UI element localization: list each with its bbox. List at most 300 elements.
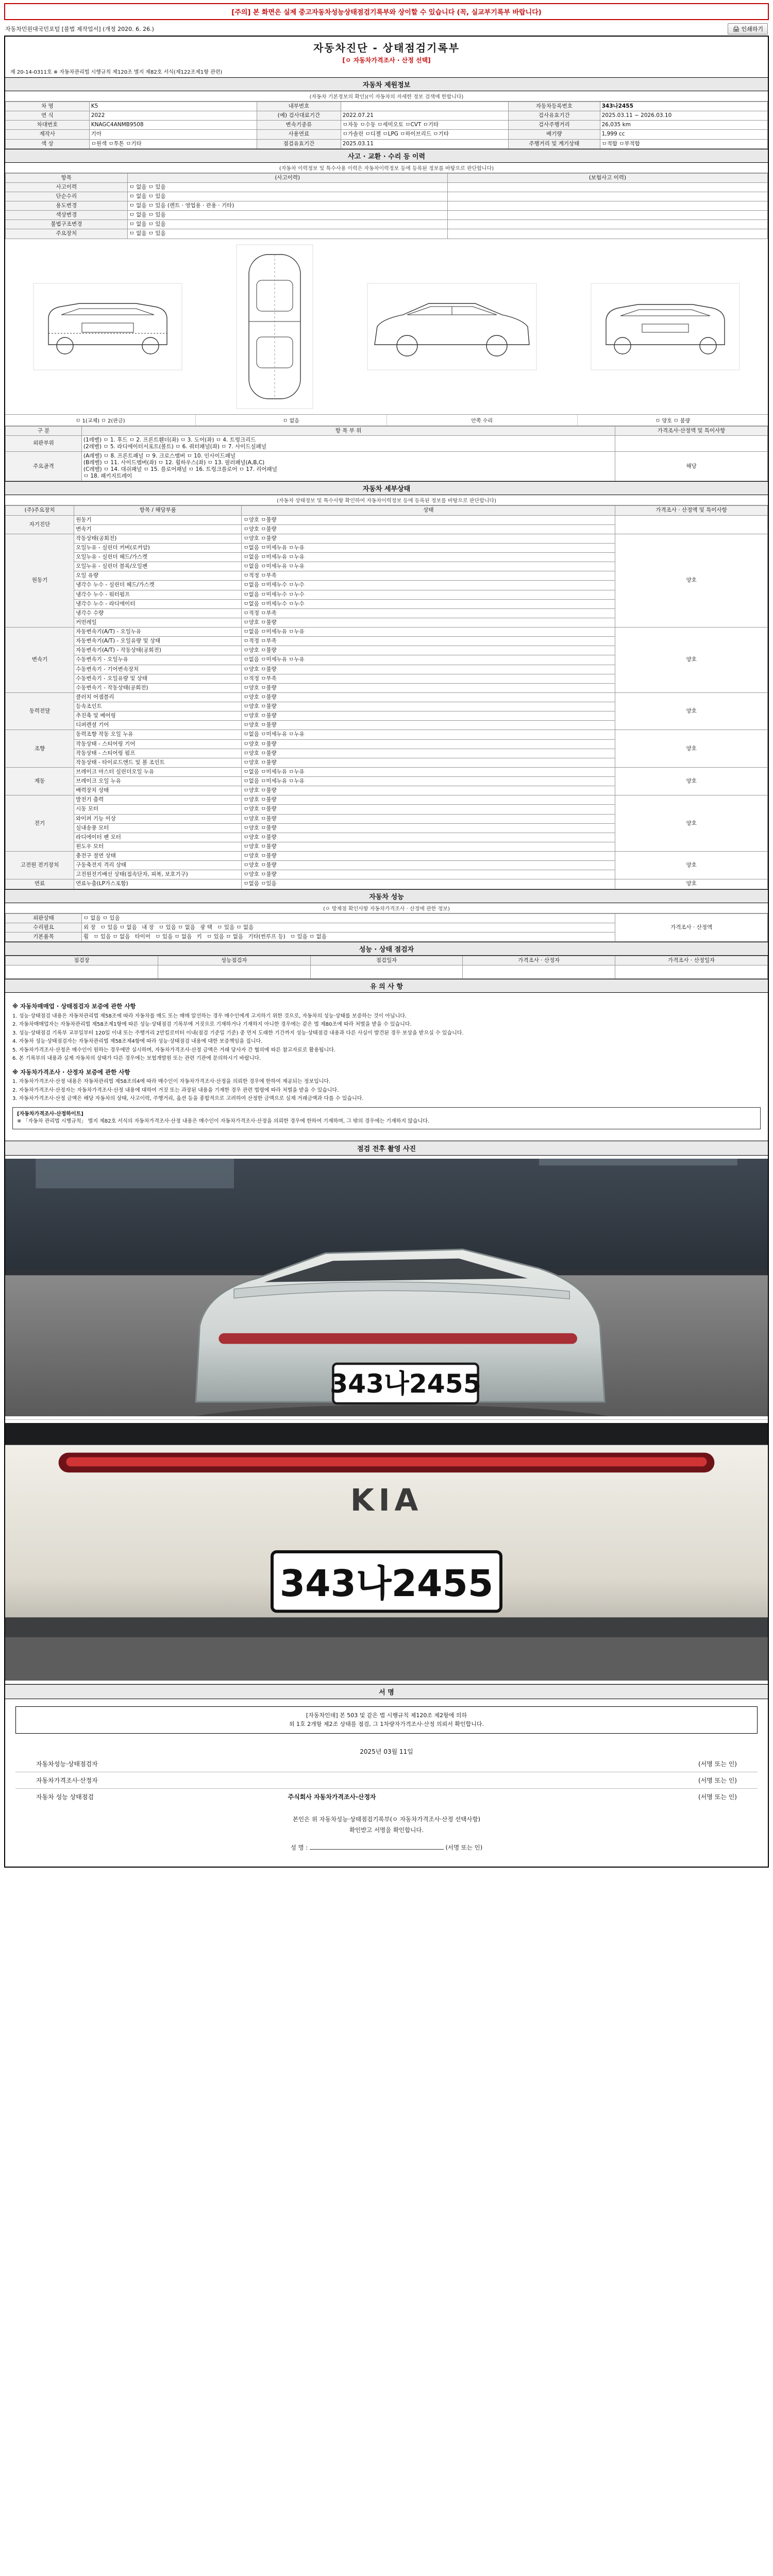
- brand-logo: KIA: [350, 1482, 423, 1518]
- perf-row-0-value: ㅁ 없음 ㅁ 있음: [81, 913, 615, 923]
- insp-g2-r6-item: 수동변속기 - 작동상태(공회전): [74, 683, 242, 692]
- insp-g1-r0-item: 작동상태(공회전): [74, 534, 242, 543]
- disp-label: 배기량: [509, 130, 600, 139]
- signature-row: [15, 1789, 758, 1805]
- signature-area: [5, 1699, 768, 1867]
- perf-detail-glass: 광 택: [200, 924, 212, 930]
- table-row: [6, 965, 768, 979]
- history-item-5-label: 주요장치: [6, 229, 128, 239]
- perf-detail-key: 키: [196, 933, 202, 940]
- signature-row-0-label: 자동차성능·상태점검자: [36, 1760, 98, 1768]
- terms-heading-2: ※ 자동차가격조사 · 산정자 보증에 관한 사항: [12, 1068, 130, 1076]
- terms-box: [12, 1107, 761, 1129]
- insp-g3-r0-opts: ㅁ양호 ㅁ불량: [242, 692, 615, 702]
- perf-detail-front-opts: ㅁ 있음 ㅁ 없음: [100, 924, 137, 930]
- history-item-0-value: ㅁ 없음 ㅁ 있음: [127, 182, 447, 192]
- legend-item-0: ㅁ 1(교체) ㅁ 2(판금): [5, 415, 196, 426]
- insp-g7-r0-item: 충전구 절연 상태: [74, 852, 242, 861]
- insp-g2-r3-opts: ㅁ없음 ㅁ미세누유 ㅁ누유: [242, 655, 615, 665]
- insp-g2-r4-opts: ㅁ양호 ㅁ불량: [242, 665, 615, 674]
- inspection-record: [4, 36, 769, 1868]
- frame-main-note: 해당: [615, 451, 768, 481]
- history-item-2-label: 용도변경: [6, 201, 128, 211]
- table-row: [6, 211, 768, 220]
- insp-g1-r6-item: 냉각수 누수 - 워터펌프: [74, 590, 242, 599]
- terms-box-title: [자동차가격조사·산정하이트]: [17, 1111, 83, 1117]
- inspector-val-4: [615, 965, 768, 979]
- insp-g1-r2-opts: ㅁ없음 ㅁ미세누유 ㅁ누유: [242, 553, 615, 562]
- inspector-val-3: [463, 965, 615, 979]
- insp-group-1-name: 원동기: [6, 534, 74, 627]
- insp-g2-r3-item: 수동변속기 - 오일누유: [74, 655, 242, 665]
- frame-outer-label: 외판부위: [6, 435, 82, 451]
- insp-g4-r1-item: 작동상태 - 스티어링 기어: [74, 739, 242, 749]
- photo-front-wrap: [5, 1156, 768, 1420]
- signature-note-line1: [자동차인데] 본 503 및 같은 법 시행규칙 제120조 제2항에 의하: [306, 1711, 467, 1719]
- inspector-val-0: [6, 965, 158, 979]
- insp-g1-r3-opts: ㅁ없음 ㅁ미세누유 ㅁ누유: [242, 562, 615, 571]
- history-item-2-note: [447, 201, 767, 211]
- year-label: 연 식: [6, 111, 90, 121]
- table-row: [6, 852, 768, 861]
- dist-label: 검사주행거리: [509, 121, 600, 130]
- top-notice: [주의] 본 화면은 실제 중고자동차성능상태점검기록부와 상이할 수 있습니다 (꼭, 실교부기록부 바랍니다): [4, 3, 769, 20]
- insp-group-4-note: 양호: [615, 730, 768, 768]
- insp-g7-r2-item: 고전원전기배선 상태(접속단자, 피복, 보호기구): [74, 870, 242, 879]
- car-diagram-rear: [591, 283, 740, 370]
- maker-value: 기아: [89, 130, 257, 139]
- section-performance-sub: (ㅇ 방제점 확인사항 자동차가격조사 · 산정에 관한 정보): [5, 903, 768, 913]
- perf-row-1-value: [81, 923, 615, 932]
- page-title: 자동차진단 - 상태점검기록부: [313, 42, 460, 54]
- inspector-col-4: 가격조사 · 산정일자: [615, 956, 768, 965]
- insp-col-0: (주)주요장치: [6, 506, 74, 515]
- car-name-value: K5: [89, 102, 257, 111]
- reg-no-label: 자동차등록번호: [509, 102, 600, 111]
- table-row: [6, 130, 768, 139]
- insp-g4-r0-opts: ㅁ없음 ㅁ미세누유 ㅁ누유: [242, 730, 615, 739]
- signature-note-line2: 외 1호 2개항 제2조 상태를 점검, 그 1차량자가격조사·산정 의뢰서 확인합니다.: [289, 1721, 484, 1728]
- table-row: [6, 767, 768, 776]
- insp-g8-r0-opts: ㅁ없음 ㅁ있음: [242, 879, 615, 889]
- signature-final-seal: (서명 또는 인): [445, 1844, 483, 1852]
- insp-g1-r9-item: 커먼레일: [74, 618, 242, 627]
- insp-g2-r1-opts: ㅁ적정 ㅁ부족: [242, 637, 615, 646]
- table-row: [6, 220, 768, 229]
- table-row: [6, 451, 768, 481]
- table-row: [6, 111, 768, 121]
- insp-group-2-name: 변속기: [6, 628, 74, 693]
- history-item-1-value: ㅁ 없음 ㅁ 있음: [127, 192, 447, 201]
- insp-g6-r0-item: 발전기 출력: [74, 795, 242, 805]
- odo-grade-label: 주행거리 및 계기상태: [509, 139, 600, 148]
- perf-detail-wheel-opts: ㅁ 있음 ㅁ 없음: [93, 933, 130, 940]
- frame-col-1: 항 목 부 위: [81, 426, 615, 435]
- perf-detail-inner-opts: ㅁ 있음 ㅁ 없음: [159, 924, 195, 930]
- insp-group-4-name: 조향: [6, 730, 74, 768]
- insp-g4-r2-opts: ㅁ양호 ㅁ불량: [242, 749, 615, 758]
- color-value: ㅁ원색 ㅁ투톤 ㅁ기타: [89, 139, 257, 148]
- insp-g2-r6-opts: ㅁ양호 ㅁ불량: [242, 683, 615, 692]
- diagram-legend: [5, 414, 768, 426]
- section-signature-header: 서 명: [5, 1684, 768, 1699]
- table-row: [6, 102, 768, 111]
- perf-row-2-label: 기본품목: [6, 932, 82, 941]
- inspection-table: [5, 505, 768, 889]
- insp-g6-r3-opts: ㅁ양호 ㅁ불량: [242, 823, 615, 833]
- insp-g3-r2-opts: ㅁ양호 ㅁ불량: [242, 711, 615, 721]
- insp-g1-r1-opts: ㅁ없음 ㅁ미세누유 ㅁ누유: [242, 543, 615, 552]
- history-item-1-note: [447, 192, 767, 201]
- table-row: [6, 515, 768, 524]
- inspect-date-label: 점검유효기간: [257, 139, 341, 148]
- car-diagram-front: [33, 283, 182, 370]
- insp-g4-r0-item: 동력조향 작동 오일 누유: [74, 730, 242, 739]
- table-row: [6, 913, 768, 923]
- section-photos-header: 점검 전후 촬영 사진: [5, 1141, 768, 1156]
- insp-g1-r8-item: 냉각수 수량: [74, 608, 242, 618]
- history-item-4-value: ㅁ 없음 ㅁ 있음: [127, 220, 447, 229]
- vin-value: KNAGC4ANMB9508: [89, 121, 257, 130]
- insp-g6-r0-opts: ㅁ양호 ㅁ불량: [242, 795, 615, 805]
- insp-g4-r3-item: 작동상태 - 타이로드엔드 및 볼 조인트: [74, 758, 242, 767]
- terms-p-4: 5. 자동차가격조사·산정은 매수인이 원하는 경우에만 실시하며, 자동차가격조사·산정 금액은 거래 당사자 간 협의에 따른 참고자료로 활용됩니다.: [12, 1047, 336, 1053]
- insp-g0-r1-item: 변속기: [74, 524, 242, 534]
- car-diagram-side-left: [367, 283, 537, 370]
- table-row: [6, 182, 768, 192]
- insp-g1-r6-opts: ㅁ없음 ㅁ미세누수 ㅁ누수: [242, 590, 615, 599]
- terms-body: [5, 993, 768, 1141]
- perf-detail-wheel: 휠: [83, 933, 89, 940]
- frame-outer-value: (1레벨) ㅁ 1. 후드 ㅁ 2. 프론트휀더(좌) ㅁ 3. 도어(좌) ㅁ 4. 트렁크리드 (2레벨) ㅁ 5. 라디에이터서포트(볼트) ㅁ 6. 쿼터패널(좌) ㅁ 7. 사이드실패널: [81, 435, 615, 451]
- terms-box-text: ※ 「자동차 관리법 시행규칙」 별지 제82호 서식의 자동차가격조사·산정 내용은 매수인이 자동차가격조사·산정을 의뢰한 경우에 한하여 기재하며, 그 밖의 경우에는 기재하지 않습니다.: [17, 1118, 430, 1125]
- insp-g6-r4-item: 라디에이터 팬 모터: [74, 833, 242, 842]
- frame-table: [5, 426, 768, 482]
- history-item-4-label: 불법구조변경: [6, 220, 128, 229]
- history-item-5-value: ㅁ 없음 ㅁ 있음: [127, 229, 447, 239]
- insp-g3-r3-item: 디퍼렌셜 기어: [74, 721, 242, 730]
- insp-g6-r5-item: 윈도우 모터: [74, 842, 242, 851]
- insp-g0-r0-item: 원동기: [74, 515, 242, 524]
- terms-heading-1: ※ 자동차매매업 · 상태점검자 보증에 관한 사항: [12, 1003, 136, 1010]
- history-item-0-label: 사고이력: [6, 182, 128, 192]
- table-row: [6, 139, 768, 148]
- print-button[interactable]: [728, 23, 768, 35]
- table-row: [6, 192, 768, 201]
- perf-detail-tire: 타이어: [135, 933, 151, 940]
- insp-g4-r1-opts: ㅁ양호 ㅁ불량: [242, 739, 615, 749]
- inner-no-value: [341, 102, 508, 111]
- insp-g2-r0-item: 자동변속기(A/T) - 오일누유: [74, 628, 242, 637]
- table-row: [6, 730, 768, 739]
- terms2-p-1: 2. 자동차가격조사·산정자는 자동차가격조사·산정 내용에 대하여 거짓 또는 과장된 내용을 기재한 경우 관련 법령에 따라 처벌을 받을 수 있습니다.: [12, 1087, 339, 1093]
- frame-col-0: 구 분: [6, 426, 82, 435]
- table-row: [6, 173, 768, 182]
- insp-g0-r0-opts: ㅁ양호 ㅁ불량: [242, 515, 615, 524]
- signature-final: [15, 1814, 758, 1853]
- signature-row-2-label: 자동차 성능 상태점검: [36, 1793, 94, 1801]
- insp-g1-r8-opts: ㅁ적정 ㅁ부족: [242, 608, 615, 618]
- signature-row-0-seal: (서명 또는 인): [698, 1760, 737, 1768]
- insp-g7-r0-opts: ㅁ양호 ㅁ불량: [242, 852, 615, 861]
- insp-g1-r7-opts: ㅁ없음 ㅁ미세누수 ㅁ누수: [242, 599, 615, 608]
- toolbar: [0, 22, 773, 36]
- insp-g2-r2-opts: ㅁ양호 ㅁ불량: [242, 646, 615, 655]
- frame-main-value: (A레벨) ㅁ 8. 프론트패널 ㅁ 9. 크로스멤버 ㅁ 10. 인사이드패널 (B레벨) ㅁ 11. 사이드멤버(좌) ㅁ 12. 휠하우스(좌) ㅁ 13. 필러패널(A,B,C) (C레벨) ㅁ 14. 대쉬패널 ㅁ 15. 플로어패널 ㅁ 16. 트렁크플로어 ㅁ 17. 리어패널 ㅁ 18. 패키지트레이: [81, 451, 615, 481]
- insp-g3-r2-item: 추진축 및 베어링: [74, 711, 242, 721]
- insp-g1-r5-opts: ㅁ없음 ㅁ미세누수 ㅁ누수: [242, 581, 615, 590]
- toolbar-left-label: 자동차민원대국민포털 [불법 제작업서] (개정 2020. 6. 26.): [5, 26, 154, 32]
- perf-detail-etc: 기타(썬루프 등): [248, 933, 285, 940]
- insp-g2-r2-item: 자동변속기(A/T) - 작동상태(공회전): [74, 646, 242, 655]
- insp-col-2: 상태: [242, 506, 615, 515]
- disp-value: 1,999 cc: [600, 130, 767, 139]
- inspector-col-1: 성능점검자: [158, 956, 310, 965]
- table-row: [6, 692, 768, 702]
- signature-final-name-line: [310, 1849, 444, 1850]
- insp-g2-r5-opts: ㅁ적정 ㅁ부족: [242, 674, 615, 683]
- table-row: [6, 201, 768, 211]
- insp-group-8-note: 양호: [615, 879, 768, 889]
- history-col-left: (사고이력): [127, 173, 447, 182]
- section-inspection-header: 자동차 세부상태: [5, 481, 768, 495]
- document-page: [0, 3, 773, 1868]
- insp-g3-r3-opts: ㅁ양호 ㅁ불량: [242, 721, 615, 730]
- inspector-col-3: 가격조사 · 산정자: [463, 956, 615, 965]
- inspector-col-2: 점검일자: [310, 956, 463, 965]
- maker-label: 제작사: [6, 130, 90, 139]
- history-item-3-label: 색상변경: [6, 211, 128, 220]
- spec-table: [5, 101, 768, 149]
- history-item-3-note: [447, 211, 767, 220]
- insp-col-1: 항목 / 해당부품: [74, 506, 242, 515]
- insp-g1-r1-item: 오일누유 - 실린더 커버(로커암): [74, 543, 242, 552]
- odo-grade-value: ㅁ적합 ㅁ부적합: [600, 139, 767, 148]
- table-row: [6, 229, 768, 239]
- section-spec-sub: (자동차 기본정보의 확인)(이 자동차의 자세한 정보 검색에 한합니다): [5, 91, 768, 101]
- signature-row-1-label: 자동차가격조사·산정자: [36, 1777, 98, 1785]
- car-diagram-area: [5, 239, 768, 414]
- svg-text:343나2455: 343나2455: [279, 1562, 494, 1605]
- perf-detail-inner: 내 장: [142, 924, 154, 930]
- rule-reference: 제 20-14-0311호 ※ 자동차관리법 시행규칙 제120조 별지 제82호 서식(제122조제1항 관련): [10, 70, 223, 75]
- table-row: [6, 795, 768, 805]
- year-value: 2022: [89, 111, 257, 121]
- insp-g1-r4-item: 오일 유량: [74, 571, 242, 581]
- frame-col-2: 가격조사·산정액 및 특이사항: [615, 426, 768, 435]
- photo-rear: [5, 1423, 768, 1681]
- section-inspection-sub: (자동차 상태정보 및 특수사항 확인하여 자동차이력정보 등에 등록된 정보를 바탕으로 판단합니다): [5, 495, 768, 505]
- insp-g1-r5-item: 냉각수 누수 - 실린더 헤드/가스켓: [74, 581, 242, 590]
- perf-price-col: 가격조사 · 산정액: [615, 913, 768, 941]
- terms2-p-2: 3. 자동차가격조사·산정 금액은 해당 자동차의 상태, 사고이력, 주행거리, 옵션 등을 종합적으로 고려하여 산정한 금액으로 실제 거래금액과 다를 수 있습니다.: [12, 1096, 364, 1102]
- perf-detail-key-opts: ㅁ 있음 ㅁ 없음: [207, 933, 243, 940]
- history-item-5-note: [447, 229, 767, 239]
- insp-group-2-note: 양호: [615, 628, 768, 693]
- insp-g5-r1-opts: ㅁ없음 ㅁ미세누유 ㅁ누유: [242, 777, 615, 786]
- insp-valid-value: 2025.03.11 ~ 2026.03.10: [600, 111, 767, 121]
- insp-g7-r1-opts: ㅁ양호 ㅁ불량: [242, 861, 615, 870]
- legend-item-1: ㅁ 없음: [196, 415, 386, 426]
- insp-g3-r1-item: 등속조인트: [74, 702, 242, 711]
- section-history-sub: (자동차 이력정보 및 특수사용 이력은 자동차이력정보 등에 등록된 정보를 바탕으로 판단합니다): [5, 163, 768, 173]
- inspect-date-value: 2025.03.11: [341, 139, 508, 148]
- print-button-label: 인쇄하기: [741, 26, 763, 32]
- photo-rear-wrap: [5, 1420, 768, 1684]
- insp-g5-r0-item: 브레이크 마스터 실린더오일 누유: [74, 767, 242, 776]
- inspector-val-2: [310, 965, 463, 979]
- signature-note: [15, 1706, 758, 1734]
- terms-p-1: 2. 자동차매매업자는 자동차관리법 제58조제1항에 따른 성능·상태점검 기록부에 거짓으로 기재하거나 기재하지 아니한 경우에는 같은 법 제80조에 따라 처벌을 받을 수 있습니다.: [12, 1022, 412, 1028]
- section-history-header: 사고 · 교환 · 수리 등 이력: [5, 149, 768, 163]
- insp-g1-r7-item: 냉각수 누수 - 라디에이터: [74, 599, 242, 608]
- inspector-table: [5, 956, 768, 979]
- insp-group-7-note: 양호: [615, 852, 768, 879]
- reg-no-value: 343나2455: [600, 102, 767, 111]
- insp-g3-r1-opts: ㅁ양호 ㅁ불량: [242, 702, 615, 711]
- insp-g2-r1-item: 자동변속기(A/T) - 오일유량 및 상태: [74, 637, 242, 646]
- signature-row: [15, 1772, 758, 1788]
- insp-g1-r2-item: 오일누유 - 실린더 헤드/가스켓: [74, 553, 242, 562]
- insp-group-5-name: 제동: [6, 767, 74, 795]
- perf-detail-tire-opts: ㅁ 있음 ㅁ 없음: [155, 933, 192, 940]
- perf-row-1-label: 수리필요: [6, 923, 82, 932]
- insp-g4-r3-opts: ㅁ양호 ㅁ불량: [242, 758, 615, 767]
- perf-detail-glass-opts: ㅁ 있음 ㅁ 없음: [217, 924, 254, 930]
- signature-row-2-name: 주식회사 자동차가격조사·산정자: [288, 1793, 376, 1801]
- history-col-item: 항목: [6, 173, 128, 182]
- insp-g1-r0-opts: ㅁ양호 ㅁ불량: [242, 534, 615, 543]
- insp-g2-r5-item: 수동변속기 - 오일유량 및 상태: [74, 674, 242, 683]
- perf-detail-etc-opts: ㅁ 있음 ㅁ 없음: [290, 933, 327, 940]
- terms-p-5: 6. 본 기록부의 내용과 실제 자동차의 상태가 다른 경우에는 보험개발원 또는 관련 기관에 문의하시기 바랍니다.: [12, 1056, 261, 1062]
- insp-g5-r2-opts: ㅁ양호 ㅁ불량: [242, 786, 615, 795]
- perf-detail-front: 외 장: [83, 924, 96, 930]
- insp-g2-r4-item: 수동변속기 - 기어변속장치: [74, 665, 242, 674]
- insp-group-5-note: 양호: [615, 767, 768, 795]
- insp-g5-r2-item: 배력장치 상태: [74, 786, 242, 795]
- inner-no-label: 내부번호: [257, 102, 341, 111]
- insp-g5-r0-opts: ㅁ없음 ㅁ미세누유 ㅁ누유: [242, 767, 615, 776]
- terms-p-0: 1. 성능·상태점검 내용은 자동차관리법 제58조에 따라 자동차를 매도 또는 매매 알선하는 경우 매수인에게 고지하기 위한 것으로, 자동차의 성능·상태를 보증하는 것이 아닙니다.: [12, 1013, 407, 1019]
- signature-final-line1: 본인은 위 자동차성능·상태점검기록부(ㅇ 자동차가격조사·산정 선택사항): [292, 1816, 481, 1823]
- insp-g1-r4-opts: ㅁ적정 ㅁ부족: [242, 571, 615, 581]
- trans-value: ㅁ자동 ㅁ수동 ㅁ세미오토 ㅁCVT ㅁ기타: [341, 121, 508, 130]
- history-item-4-note: [447, 220, 767, 229]
- terms2-p-0: 1. 자동차가격조사·산정 내용은 자동차관리법 제58조의4에 따라 매수인이 자동차가격조사·산정을 의뢰한 경우에 한하여 제공되는 정보입니다.: [12, 1079, 331, 1085]
- insp-group-3-note: 양호: [615, 692, 768, 730]
- signature-row-1-seal: (서명 또는 인): [698, 1777, 737, 1785]
- first-reg-value: 2022.07.21: [341, 111, 508, 121]
- frame-main-label: 주요골격: [6, 451, 82, 481]
- history-item-3-value: ㅁ 없음 ㅁ 있음: [127, 211, 447, 220]
- insp-col-3: 가격조사 · 산정액 및 특이사항: [615, 506, 768, 515]
- car-name-label: 차 명: [6, 102, 90, 111]
- section-inspector-header: 성능 · 상태 점검자: [5, 942, 768, 956]
- insp-g1-r9-opts: ㅁ양호 ㅁ불량: [242, 618, 615, 627]
- insp-group-3-name: 동력전달: [6, 692, 74, 730]
- page-subtitle: [ㅇ 자동차가격조사 · 산정 선택]: [342, 57, 431, 64]
- insp-group-6-note: 양호: [615, 795, 768, 852]
- history-item-0-note: [447, 182, 767, 192]
- insp-g8-r0-item: 연료누출(LP가스포함): [74, 879, 242, 889]
- insp-g7-r1-item: 구동축전지 격리 상태: [74, 861, 242, 870]
- insp-group-0-note: [615, 515, 768, 534]
- insp-g3-r0-item: 클러치 어셈블리: [74, 692, 242, 702]
- insp-group-1-note: 양호: [615, 534, 768, 627]
- history-item-2-value: ㅁ 없음 ㅁ 있음 (렌트 · 영업용 · 관용 · 기타): [127, 201, 447, 211]
- insp-group-0-name: 자기진단: [6, 515, 74, 534]
- insp-group-8-name: 연료: [6, 879, 74, 889]
- insp-group-6-name: 전기: [6, 795, 74, 852]
- insp-g5-r1-item: 브레이크 오일 누유: [74, 777, 242, 786]
- vin-label: 차대번호: [6, 121, 90, 130]
- insp-g6-r5-opts: ㅁ양호 ㅁ불량: [242, 842, 615, 851]
- frame-outer-note: [615, 435, 768, 451]
- legend-item-3: ㅁ 양호 ㅁ 불량: [655, 418, 691, 424]
- history-table: [5, 173, 768, 239]
- photo-front: [5, 1159, 768, 1416]
- signature-final-name-label: 성 명 :: [290, 1844, 310, 1852]
- fuel-value: ㅁ가솔린 ㅁ디젤 ㅁLPG ㅁ하이브리드 ㅁ기타: [341, 130, 508, 139]
- table-row: [6, 534, 768, 543]
- performance-table: [5, 913, 768, 942]
- table-row: [6, 506, 768, 515]
- insp-group-7-name: 고전원 전기장치: [6, 852, 74, 879]
- table-row: [6, 628, 768, 637]
- signature-row-2-seal: (서명 또는 인): [698, 1793, 737, 1801]
- insp-g6-r2-opts: ㅁ양호 ㅁ불량: [242, 814, 615, 823]
- history-col-right: (보험사고 이력): [447, 173, 767, 182]
- perf-row-0-label: 외판상태: [6, 913, 82, 923]
- insp-g1-r3-item: 오일누유 - 실린더 블록/오일팬: [74, 562, 242, 571]
- insp-g6-r1-opts: ㅁ양호 ㅁ불량: [242, 805, 615, 814]
- section-performance-header: 자동차 성능: [5, 889, 768, 903]
- insp-g6-r3-item: 실내송풍 모터: [74, 823, 242, 833]
- table-row: [6, 121, 768, 130]
- table-row: [6, 426, 768, 435]
- signature-final-line2: 확인받고 서명을 확인합니다.: [349, 1826, 424, 1834]
- insp-g4-r2-item: 작동상태 - 스티어링 펌프: [74, 749, 242, 758]
- fuel-label: 사용연료: [257, 130, 341, 139]
- signature-row: [15, 1756, 758, 1772]
- table-row: [6, 879, 768, 889]
- inspector-col-0: 점검장: [6, 956, 158, 965]
- color-label: 색 상: [6, 139, 90, 148]
- insp-g2-r0-opts: ㅁ없음 ㅁ미세누유 ㅁ누유: [242, 628, 615, 637]
- insp-g6-r1-item: 시동 모터: [74, 805, 242, 814]
- insp-g6-r2-item: 와이퍼 기능 이상: [74, 814, 242, 823]
- insp-g0-r1-opts: ㅁ양호 ㅁ불량: [242, 524, 615, 534]
- history-item-1-label: 단순수리: [6, 192, 128, 201]
- printer-icon: 🖨: [732, 26, 740, 32]
- signature-date: 2025년 03월 11일: [360, 1748, 413, 1756]
- svg-text:343나2455: 343나2455: [330, 1368, 481, 1399]
- section-notes-header: 유 의 사 항: [5, 979, 768, 993]
- first-reg-label: (예) 검사대료기간: [257, 111, 341, 121]
- insp-g6-r4-opts: ㅁ양호 ㅁ불량: [242, 833, 615, 842]
- legend-item-2: 안쪽 수리: [387, 415, 578, 426]
- trans-label: 변속기종류: [257, 121, 341, 130]
- dist-value: 26,035 km: [600, 121, 767, 130]
- section-spec-header: 자동차 제원정보: [5, 77, 768, 91]
- perf-row-2-value: [81, 932, 615, 941]
- table-row: [6, 956, 768, 965]
- insp-valid-label: 검사유효기간: [509, 111, 600, 121]
- inspector-val-1: [158, 965, 310, 979]
- terms-p-3: 4. 자동차 성능·상태점검자는 자동차관리법 제58조제4항에 따라 성능·상태점검 내용에 대한 보증책임을 집니다.: [12, 1039, 263, 1045]
- terms-p-2: 3. 성능·상태점검 기록부 교부일부터 120일 이내 또는 주행거리 2만킬로미터 이내(점검 기준일 기준) 중 먼저 도래한 기간까지 성능·상태점검 내용과 다른 사실이 발견된 경우 보상을 받으실 수 있습니다.: [12, 1030, 464, 1036]
